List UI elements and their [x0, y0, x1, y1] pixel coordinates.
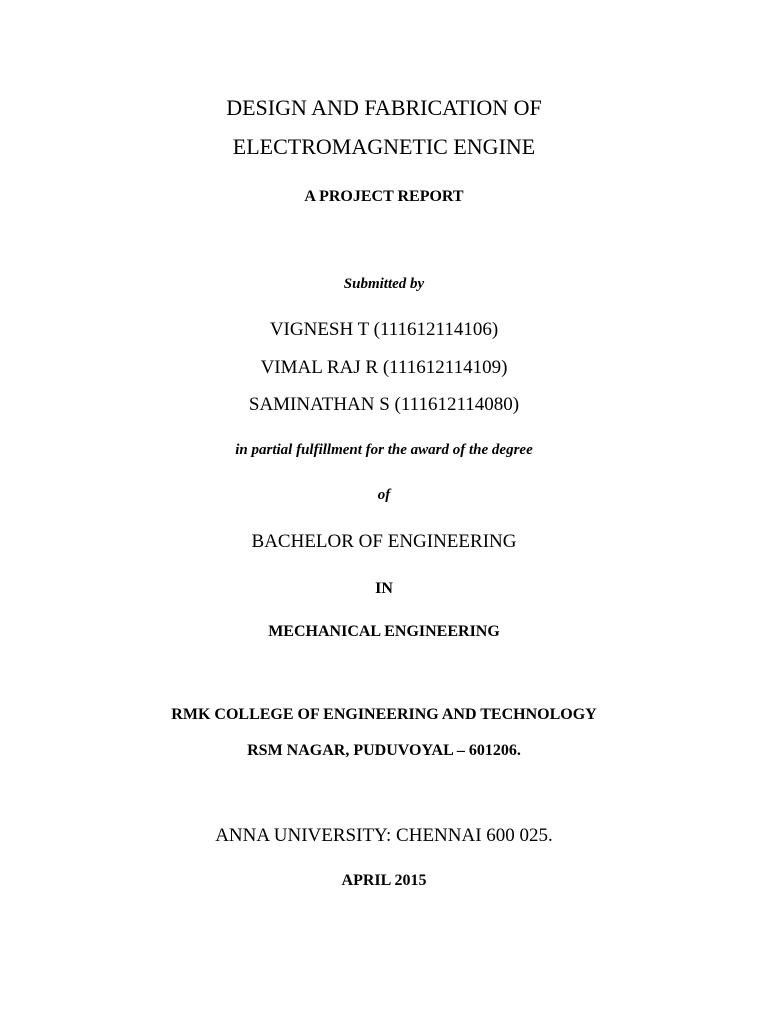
fulfillment-statement: in partial fulfillment for the award of the degree — [235, 442, 533, 458]
submission-date: APRIL 2015 — [341, 872, 427, 889]
report-title-line-2: ELECTROMAGNETIC ENGINE — [232, 134, 536, 159]
student-name: VIMAL RAJ R (111612114109) — [260, 357, 508, 378]
in-label: IN — [375, 580, 393, 597]
student-name: VIGNESH T (111612114106) — [269, 319, 499, 340]
report-title-line-1: DESIGN AND FABRICATION OF — [226, 95, 542, 120]
university-name: ANNA UNIVERSITY: CHENNAI 600 025. — [215, 825, 553, 846]
college-name: RMK COLLEGE OF ENGINEERING AND TECHNOLOGY — [171, 706, 597, 723]
report-type: A PROJECT REPORT — [304, 188, 464, 205]
branch-name: MECHANICAL ENGINEERING — [268, 623, 500, 640]
student-name: SAMINATHAN S (111612114080) — [248, 394, 520, 415]
degree-name: BACHELOR OF ENGINEERING — [251, 531, 517, 552]
of-label: of — [377, 487, 391, 503]
submitted-by-label: Submitted by — [343, 276, 425, 292]
college-address: RSM NAGAR, PUDUVOYAL – 601206. — [247, 742, 521, 759]
